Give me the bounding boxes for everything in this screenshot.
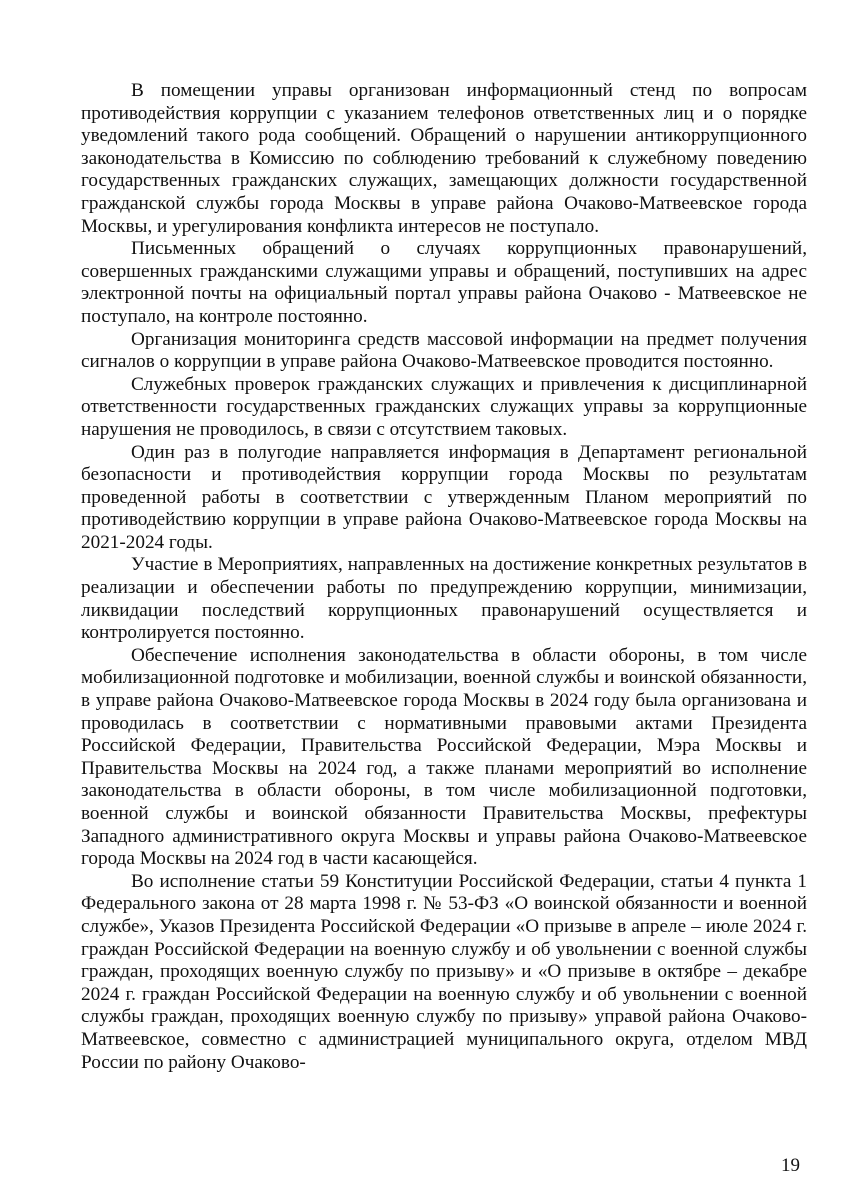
paragraph-participation: Участие в Мероприятиях, направленных на достижение конкретных результатов в реализации и обеспечении работы по предупреждению коррупции, минимизации, ликвидации последствий коррупционных правонарушений осуществляется и контролируется постоянно. bbox=[81, 554, 807, 644]
paragraph-written-appeals: Письменных обращений о случаях коррупционных правонарушений, совершенных гражданскими служащими управы и обращений, поступивших на адрес электронной почты на официальный портал управы района Очаково - Матвеевское не поступало, на контроле постоянно. bbox=[81, 238, 807, 327]
body-text bbox=[81, 80, 807, 1074]
page-number: 19 bbox=[781, 1155, 800, 1176]
paragraph-media-monitoring: Организация мониторинга средств массовой информации на предмет получения сигналов о коррупции в управе района Очаково-Матвеевское проводится постоянно. bbox=[81, 328, 807, 373]
paragraph-semiannual-report: Один раз в полугодие направляется информация в Департамент региональной безопасности и противодействия коррупции города Москвы по результатам проведенной работы в соответствии с утвержденным Планом мероприятий по противодействию коррупции в управе района Очаково-Матвеевское города Москвы на 2021-2024 годы. bbox=[81, 441, 807, 553]
paragraph-defense-legislation: Обеспечение исполнения законодательства в области обороны, в том числе мобилизационной подготовке и мобилизации, военной службы и воинской обязанности, в управе района Очаково-Матвеевское города Москвы в 2024 году была организована и проводилась в соответствии с нормативными правовыми актами Президента Российской Федерации, Правительства Российской Федерации, Мэра Москвы и Правительства Москвы на 2024 год, а также планами мероприятий во исполнение законодательства в области обороны, в том числе мобилизационной подготовки, военной службы и воинской обязанности Правительства Москвы, префектуры Западного административного округа Москвы и управы района Очаково-Матвеевское города Москвы на 2024 год в части касающейся. bbox=[81, 644, 807, 870]
paragraph-official-inspections: Служебных проверок гражданских служащих и привлечения к дисциплинарной ответственности государственных гражданских служащих управы за коррупционные нарушения не проводилось, в связи с отсутствием таковых. bbox=[81, 373, 807, 440]
paragraph-conscription: Во исполнение статьи 59 Конституции Российской Федерации, статьи 4 пункта 1 Федерального закона от 28 марта 1998 г. № 53-ФЗ «О воинской обязанности и военной службе», Указов Президента Российской Федерации «О призыве в апреле – июле 2024 г. граждан Российской Федерации на военную службу и об увольнении с военной службы граждан, проходящих военную службу по призыву» и «О призыве в октябре – декабре 2024 г. граждан Российской Федерации на военную службу и об увольнении с военной службы граждан, проходящих военную службу по призыву» управой района Очаково-Матвеевское, совместно с администрацией муниципального округа, отделом МВД России по району Очаково- bbox=[81, 870, 807, 1073]
paragraph-anticorruption-stand: В помещении управы организован информационный стенд по вопросам противодействия коррупции с указанием телефонов ответственных лиц и о порядке уведомлений такого рода сообщений. Обращений о нарушении антикоррупционного законодательства в Комиссию по соблюдению требований к служебному поведению государственных гражданских служащих, замещающих должности государственной гражданской службы города Москвы в управе района Очаково-Матвеевское города Москвы, и урегулирования конфликта интересов не поступало. bbox=[81, 80, 807, 237]
